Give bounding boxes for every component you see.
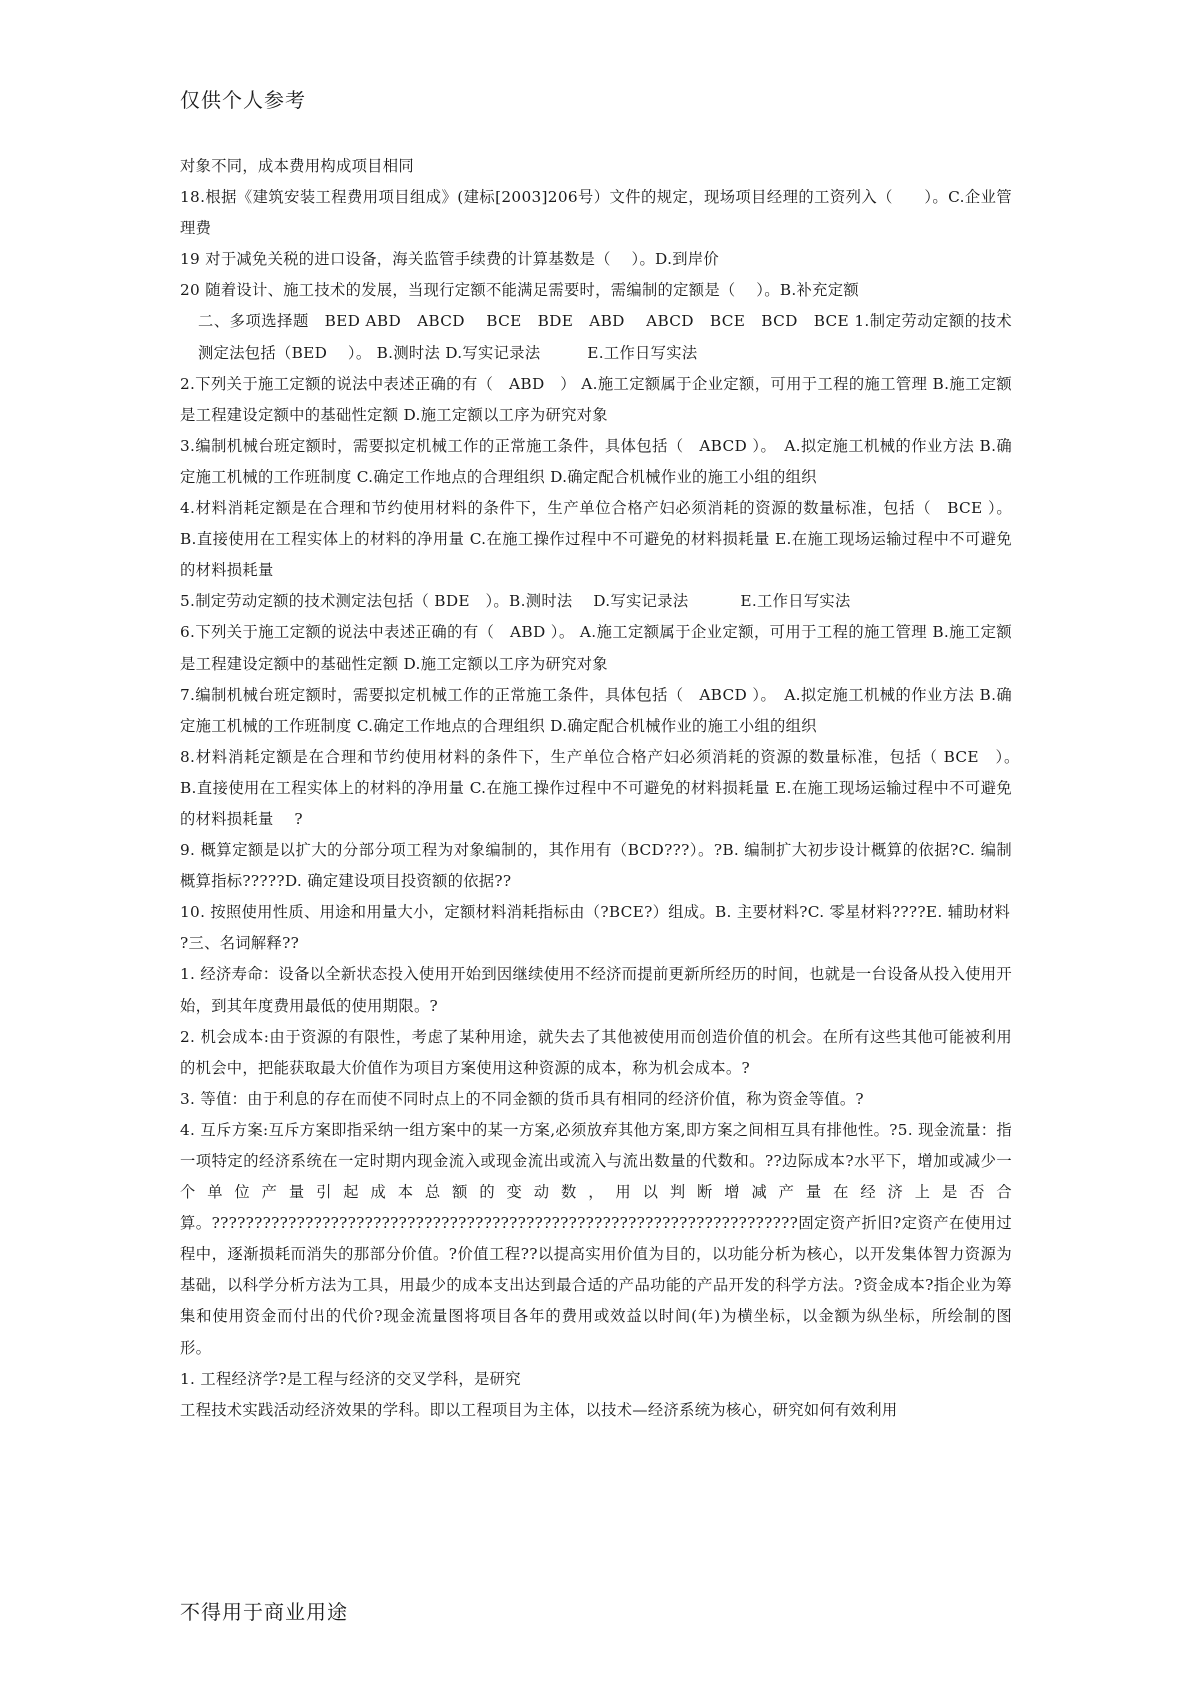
term-engineering-economics: 1. 工程经济学?是工程与经济的交叉学科，是研究: [180, 1369, 521, 1388]
question-9: 9. 概算定额是以扩大的分部分项工程为对象编制的，其作用有（BCD???）。?B. 编制扩大初步设计概算的依据?C. 编制概算指标?????D. 确定建设项目投资额的依据??: [180, 841, 1012, 891]
question-20: 20 随着设计、施工技术的发展，当现行定额不能满足需要时，需编制的定额是（ ）。B.补充定额: [180, 281, 859, 300]
paragraph: 对象不同，成本费用构成项目相同: [180, 157, 414, 175]
term-equivalence: 3. 等值：由于利息的存在而使不同时点上的不同金额的货币具有相同的经济价值，称为资金等值。?: [180, 1089, 864, 1108]
question-2: 2.下列关于施工定额的说法中表述正确的有（ ABD ） A.施工定额属于企业定额，可用于工程的施工管理 B.施工定额是工程建设定额中的基础性定额 D.施工定额以工序为研究对象: [180, 374, 1012, 424]
question-6: 6.下列关于施工定额的说法中表述正确的有（ ABD ）。 A.施工定额属于企业定额，可用于工程的施工管理 B.施工定额是工程建设定额中的基础性定额 D.施工定额以工序为研究对象: [180, 623, 1012, 673]
question-3: 3.编制机械台班定额时，需要拟定机械工作的正常施工条件，具体包括（ ABCD ）。 A.拟定施工机械的作业方法 B.确定施工机械的工作班制度 C.确定工作地点的合理组织 D.确定配合机械作业的施工小组的组织: [180, 436, 1012, 486]
page-header: 仅供个人参考: [180, 88, 306, 112]
section-multiple-choice: 二、多项选择题 BED ABD ABCD BCE BDE ABD ABCD BCE BCD BCE 1.制定劳动定额的技术测定法包括（BED ）。 B.测时法 D.写实记录法 E.工作日写实法: [198, 312, 1012, 362]
question-5: 5.制定劳动定额的技术测定法包括（ BDE ）。B.测时法 D.写实记录法 E.工作日写实法: [180, 592, 851, 611]
term-opportunity-cost: 2. 机会成本:由于资源的有限性，考虑了某种用途，就失去了其他被使用而创造价值的机会。在所有这些其他可能被利用的机会中，把能获取最大价值作为项目方案使用这种资源的成本，称为机会成本。?: [180, 1027, 1012, 1077]
question-4: 4.材料消耗定额是在合理和节约使用材料的条件下，生产单位合格产妇必须消耗的资源的数量标准，包括（ BCE ）。 B.直接使用在工程实体上的材料的净用量 C.在施工操作过程中不可避免的材料损耗量 E.在施工现场运输过程中不可避免的材料损耗量: [180, 499, 1012, 580]
document-body: [180, 151, 1028, 1426]
question-18: 18.根据《建筑安装工程费用项目组成》(建标[2003]206号）文件的规定，现场项目经理的工资列入（ ）。C.企业管理费: [180, 188, 1012, 238]
question-10: 10. 按照使用性质、用途和用量大小，定额材料消耗指标由（?BCE?）组成。B. 主要材料?C. 零星材料????E. 辅助材料: [180, 903, 1011, 922]
question-8: 8.材料消耗定额是在合理和节约使用材料的条件下，生产单位合格产妇必须消耗的资源的数量标准，包括（ BCE ）。 B.直接使用在工程实体上的材料的净用量 C.在施工操作过程中不可避免的材料损耗量 E.在施工现场运输过程中不可避免的材料损耗量 ?: [180, 747, 1028, 828]
section-term-definitions: ?三、名词解释??: [180, 934, 300, 953]
question-19: 19 对于减免关税的进口设备，海关监管手续费的计算基数是（ ）。D.到岸价: [180, 250, 720, 269]
question-7: 7.编制机械台班定额时，需要拟定机械工作的正常施工条件，具体包括（ ABCD ）。 A.拟定施工机械的作业方法 B.确定施工机械的工作班制度 C.确定工作地点的合理组织 D.确定配合机械作业的施工小组的组织: [180, 685, 1012, 735]
paragraph: 工程技术实践活动经济效果的学科。即以工程项目为主体，以技术—经济系统为核心，研究如何有效利用: [180, 1400, 898, 1419]
page-footer: 不得用于商业用途: [180, 1600, 348, 1624]
term-mutually-exclusive: 4. 互斥方案:互斥方案即指采纳一组方案中的某一方案,必须放弃其他方案,即方案之间相互具有排他性。?5. 现金流量：指一项特定的经济系统在一定时期内现金流入或现金流出或流入与流出数量的代数和。??边际成本?水平下，增加或减少一个单位产量引起成本总额的变动数，用以判断增减产量在经济上是否合算。?????????????????????????????????????????????????????????????????????固定资产折旧?定资产在使用过程中，逐渐损耗而消失的那部分价值。?价值工程??以提高实用价值为目的，以功能分析为核心，以开发集体智力资源为基础，以科学分析方法为工具，用最少的成本支出达到最合适的产品功能的产品开发的科学方法。?资金成本?指企业为筹集和使用资金而付出的代价?现金流量图将项目各年的费用或效益以时间(年)为横坐标，以金额为纵坐标，所绘制的图形。: [180, 1120, 1012, 1357]
term-economic-life: 1. 经济寿命：设备以全新状态投入使用开始到因继续使用不经济而提前更新所经历的时间，也就是一台设备从投入使用开始，到其年度费用最低的使用期限。?: [180, 965, 1012, 1015]
